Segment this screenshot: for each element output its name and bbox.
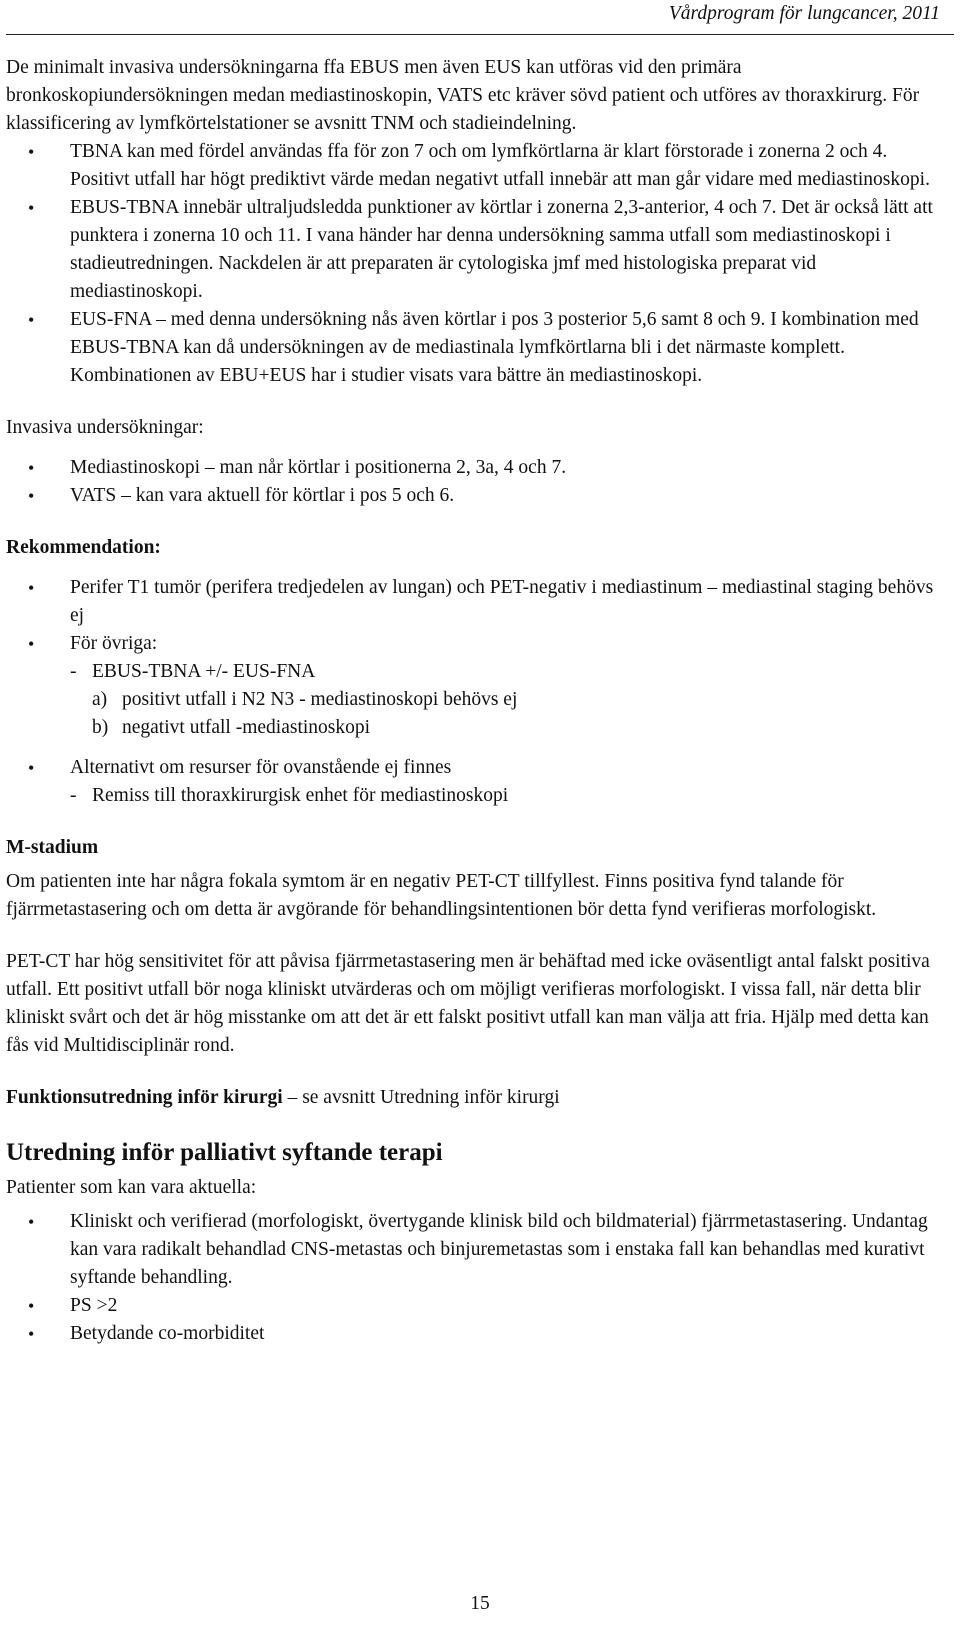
- document-body: [6, 54, 946, 1348]
- running-header: Vårdprogram för lungcancer, 2011: [668, 3, 940, 24]
- list-item: • För övriga:: [6, 630, 946, 658]
- list-item: • PS >2: [6, 1292, 946, 1320]
- header-rule: [6, 34, 954, 35]
- recommendation-list-2: [6, 754, 946, 782]
- dash-item: - EBUS-TBNA +/- EUS-FNA: [70, 661, 316, 682]
- list-item: • VATS – kan vara aktuell för körtlar i pos 5 och 6.: [6, 482, 946, 510]
- invasive-heading: Invasiva undersökningar:: [6, 417, 204, 438]
- dash-item: - Remiss till thoraxkirurgisk enhet för mediastinoskopi: [70, 785, 509, 806]
- list-item: • EBUS-TBNA innebär ultraljudsledda punktioner av körtlar i zonerna 2,3-anterior, 4 och 7. Det är också lätt att punktera i zonerna 10 och 11. I vana händer har denna undersökning samma utfall som mediastinoskopi i stadieutredningen. Nackdelen är att preparaten är cytologiska jmf med histologiska preparat vid mediastinoskopi.: [6, 194, 946, 306]
- intro-paragraph: De minimalt invasiva undersökningarna ffa EBUS men även EUS kan utföras vid den primära bronkoskopiundersökningen medan mediastinoskopin, VATS etc kräver sövd patient och utföres av thoraxkirurg. För klassificering av lymfkörtelstationer se avsnitt TNM och stadieindelning.: [6, 57, 920, 134]
- list-item: • Perifer T1 tumör (perifera tredjedelen av lungan) och PET-negativ i mediastinum – mediastinal staging behövs ej: [6, 574, 946, 630]
- mstage-paragraph-2: PET-CT har hög sensitivitet för att påvisa fjärrmetastasering men är behäftad med icke oväsentligt antal falskt positiva utfall. Ett positivt utfall bör noga kliniskt utvärderas och om möjligt verifieras morfologiskt. I vissa fall, när detta blir kliniskt svårt och det är hög misstanke om att det är ett falskt positivt utfall kan man välja att fria. Hjälp med detta kan fås vid Multidisciplinär rond.: [6, 951, 930, 1056]
- recommendation-list: [6, 574, 946, 658]
- list-item: • TBNA kan med fördel användas ffa för zon 7 och om lymfkörtlarna är klart förstorade i zonerna 2 och 4. Positivt utfall har högt prediktivt värde medan negativt utfall innebär att man går vidare med mediastinoskopi.: [6, 138, 946, 194]
- list-item: • Kliniskt och verifierad (morfologiskt, övertygande klinisk bild och bildmaterial) fjärrmetastasering. Undantag kan vara radikalt behandlad CNS-metastas och binjuremetastas som i enstaka fall kan behandlas med kurativt syftande behandling.: [6, 1208, 946, 1292]
- methods-list: [6, 138, 946, 390]
- recommendation-heading: Rekommendation:: [6, 537, 161, 558]
- invasive-list: [6, 454, 946, 510]
- sub-item-a: a) positivt utfall i N2 N3 - mediastinoskopi behövs ej: [92, 689, 518, 710]
- page-number: 15: [470, 1593, 490, 1614]
- palliative-heading: Utredning inför palliativt syftande terapi: [6, 1139, 443, 1166]
- function-line: Funktionsutredning inför kirurgi – se avsnitt Utredning inför kirurgi: [6, 1087, 560, 1108]
- list-item: • Alternativt om resurser för ovanstående ej finnes: [6, 754, 946, 782]
- list-item: • Mediastinoskopi – man når körtlar i positionerna 2, 3a, 4 och 7.: [6, 454, 946, 482]
- mstage-heading: M-stadium: [6, 837, 99, 858]
- list-item: • Betydande co-morbiditet: [6, 1320, 946, 1348]
- palliative-intro: Patienter som kan vara aktuella:: [6, 1177, 257, 1198]
- mstage-paragraph-1: Om patienten inte har några fokala symtom är en negativ PET-CT tillfyllest. Finns positiva fynd talande för fjärrmetastasering och om detta är avgörande för behandlingsintentionen bör detta fynd verifieras morfologiskt.: [6, 871, 877, 920]
- sub-item-b: b) negativt utfall -mediastinoskopi: [92, 717, 371, 738]
- palliative-list: [6, 1208, 946, 1348]
- list-item: • EUS-FNA – med denna undersökning nås även körtlar i pos 3 posterior 5,6 samt 8 och 9. I kombination med EBUS-TBNA kan då undersökningen av de mediastinala lymfkörtlarna bli i det närmaste komplett. Kombinationen av EBU+EUS har i studier visats vara bättre än mediastinoskopi.: [6, 306, 946, 390]
